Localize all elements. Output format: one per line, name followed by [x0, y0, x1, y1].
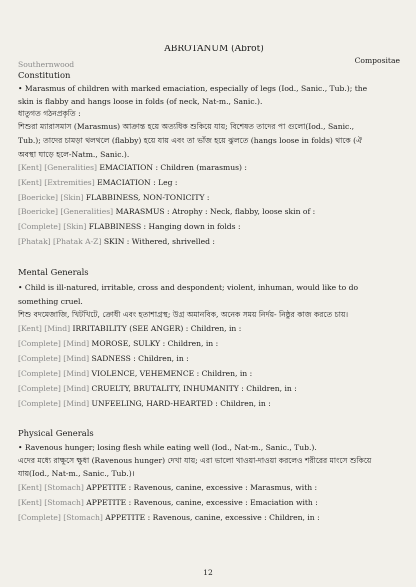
constitution-line: ধাতুগত গঠনপ্রকৃতি : — [18, 109, 81, 118]
rubric-line — [18, 178, 410, 187]
mental-heading: Mental Generals — [18, 268, 89, 277]
mental-line: • Child is ill-natured, irritable, cross and despondent; violent, inhuman, would like to do — [18, 283, 359, 292]
rubric-tag: [Complete] [Mind] — [18, 369, 90, 378]
page-title: ABROTANUM (Abrot) — [164, 45, 264, 54]
rubric-tag: [Complete] [Skin] — [18, 222, 87, 231]
rubric-tag: [Boericke] [Generalities] — [18, 207, 114, 216]
constitution-line: অবস্থা ঘাড়ে হলে-Natm., Sanic.). — [18, 150, 130, 159]
constitution-heading: Constitution — [18, 71, 71, 80]
rubric-line — [18, 384, 410, 393]
rubric-line — [18, 399, 410, 408]
rubric-tag: [Kent] [Generalities] — [18, 163, 98, 172]
rubric-text: APPETITE : Ravenous, canine, excessive : Emaciation with : — [83, 498, 318, 507]
rubric-tag: [Complete] [Mind] — [18, 354, 90, 363]
rubric-tag: [Boericke] [Skin] — [18, 193, 84, 202]
rubric-text: MOROSE, SULKY : Children, in : — [89, 339, 219, 348]
rubric-tag: [Phatak] [Phatak A-Z] — [18, 237, 102, 246]
family-name: Compositae — [354, 56, 400, 65]
rubric-tag: [Complete] [Mind] — [18, 339, 90, 348]
rubric-text: EMACIATION : Children (marasmus) : — [97, 163, 247, 172]
rubric-text: FLABBINESS, NON-TONICITY : — [83, 193, 210, 202]
rubric-text: UNFEELING, HARD-HEARTED : Children, in : — [89, 399, 271, 408]
rubric-line — [18, 339, 410, 348]
rubric-tag: [Complete] [Mind] — [18, 384, 90, 393]
mental-line: শিশু বদমেজাজি, খিটখিটে, ক্রোধী এবং হতাশাগ্রস্থ; উগ্র অমানবিক, অনেক সময় নির্দয়- নিষ্ঠুর কাজ করতে চায়। — [18, 310, 349, 319]
physical-heading: Physical Generals — [18, 429, 94, 438]
mental-line: something cruel. — [18, 297, 83, 306]
rubric-text: VIOLENCE, VEHEMENCE : Children, in : — [89, 369, 253, 378]
rubric-text: EMACIATION : Leg : — [94, 178, 178, 187]
rubric-line — [18, 163, 410, 172]
rubric-line — [18, 324, 410, 333]
rubric-tag: [Kent] [Extremities] — [18, 178, 95, 187]
common-name: Southernwood — [18, 60, 75, 69]
rubric-line — [18, 369, 410, 378]
page-number: 12 — [203, 568, 213, 577]
rubric-tag: [Kent] [Stomach] — [18, 483, 84, 492]
rubric-line — [18, 207, 410, 216]
constitution-line: শিশুরা ম্যারাসমাস (Marasmus) আক্রান্ত হয়ে অত্যধিক শুকিয়ে যায়; বিশেষত তাদের পা গুলো(Iod., Sanic., — [18, 122, 355, 131]
rubric-tag: [Complete] [Mind] — [18, 399, 90, 408]
rubric-line — [18, 498, 410, 507]
rubric-text: FLABBINESS : Hanging down in folds : — [86, 222, 241, 231]
rubric-line — [18, 513, 410, 522]
rubric-text: CRUELTY, BRUTALITY, INHUMANITY : Children, in : — [89, 384, 297, 393]
rubric-line — [18, 237, 410, 246]
physical-line: • Ravenous hunger; losing flesh while eating well (Iod., Nat-m., Sanic., Tub.). — [18, 443, 317, 452]
constitution-line: skin is flabby and hangs loose in folds (of neck, Nat-m., Sanic.). — [18, 97, 263, 106]
rubric-line — [18, 222, 410, 231]
rubric-tag: [Kent] [Mind] — [18, 324, 71, 333]
rubric-text: SADNESS : Children, in : — [89, 354, 189, 363]
physical-line: যায়(Iod., Nat-m., Sanic., Tub.)। — [18, 469, 135, 478]
rubric-line — [18, 483, 410, 492]
rubric-text: SKIN : Withered, shrivelled : — [101, 237, 215, 246]
rubric-text: APPETITE : Ravenous, canine, excessive : Children, in : — [102, 513, 320, 522]
rubric-line — [18, 354, 410, 363]
physical-line: এদের মধ্যে রাক্ষুসে ক্ষুধা (Ravenous hunger) দেখা যায়; এরা ভালো খাওয়া-দাওয়া করলেও শরীরের মাংসে শুকিয়ে — [18, 456, 372, 465]
rubric-tag: [Complete] [Stomach] — [18, 513, 103, 522]
rubric-tag: [Kent] [Stomach] — [18, 498, 84, 507]
rubric-text: MARASMUS : Atrophy : Neck, flabby, loose skin of : — [113, 207, 316, 216]
rubric-line — [18, 193, 410, 202]
constitution-line: • Marasmus of children with marked emaciation, especially of legs (Iod., Sanic., Tub.); the — [18, 84, 368, 93]
rubric-text: IRRITABILITY (SEE ANGER) : Children, in : — [70, 324, 242, 333]
rubric-text: APPETITE : Ravenous, canine, excessive : Marasmus, with : — [83, 483, 318, 492]
constitution-line: Tub.); তাদের চামড়া থলথলে (flabby) হয়ে যায় এবং তা ভাঁজ হয়ে ঝুলতে (hangs loose in folds) থাকে (ঐ — [18, 136, 363, 145]
